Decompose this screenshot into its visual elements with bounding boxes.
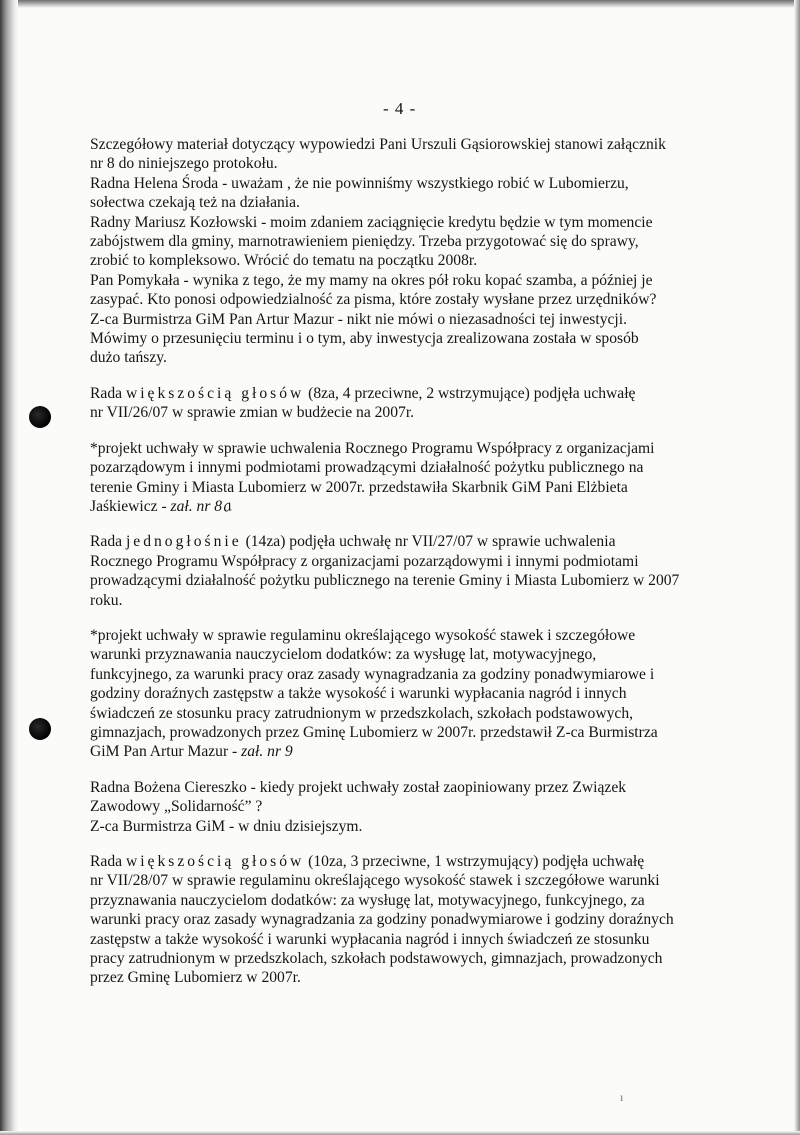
- vote-prefix: Rada: [90, 384, 123, 402]
- handwritten-mark: a: [221, 496, 234, 516]
- attachment-reference: zał. nr 8: [170, 497, 223, 515]
- text-line: [90, 497, 712, 516]
- vote-detail: (14za) podjęła uchwałę nr VII/27/07 w sprawie uchwalenia: [245, 533, 616, 551]
- text-line: pracy zatrudnionym w przedszkolach, szkołach podstawowych, gimnazjach, prowadzonych: [90, 950, 663, 968]
- text-line: Z-ca Burmistrza GiM Pan Artur Mazur - nikt nie mówi o niezasadności tej inwestycji.: [90, 310, 627, 328]
- text-line: funkcyjnego, za warunki pracy oraz zasady wynagradzania za godziny ponadwymiarowe i: [90, 665, 655, 683]
- text-line: nr VII/26/07 w sprawie zmian w budżecie na 2007r.: [90, 404, 415, 422]
- text-line: Pan Pomykała - wynika z tego, że my mamy na okres pół roku kopać szamba, a później je: [90, 271, 653, 289]
- presenter-name: GiM Pan Artur Mazur -: [90, 743, 238, 761]
- text-line: roku.: [90, 591, 123, 609]
- scan-edge-top: [0, 0, 800, 8]
- punch-hole-bottom: [29, 718, 51, 740]
- text-line: zasypać. Kto ponosi odpowiedzialność za pisma, które zostały wysłane przez urzędników?: [90, 291, 657, 309]
- text-line: pozarządowym i innymi podmiotami prowadzącymi działalność pożytku publicznego na: [90, 459, 644, 477]
- vote-result-1: [90, 384, 712, 423]
- vote-detail: (10za, 3 przeciwne, 1 wstrzymujący) podjęła uchwałę: [308, 853, 645, 870]
- vote-spaced-phrase: większością głosów: [125, 853, 305, 870]
- punch-hole-top: [29, 406, 51, 428]
- scan-edge-right: [794, 0, 800, 1135]
- resolution-project-2: [90, 626, 712, 762]
- text-line: świadczeń ze stosunku pracy zatrudnionym w przedszkolach, szkołach podstawowych,: [90, 704, 634, 722]
- vote-prefix: Rada: [90, 533, 123, 551]
- discussion-block: [90, 135, 712, 368]
- question-block: [90, 778, 712, 836]
- document-body: [90, 135, 712, 988]
- vote-prefix: Rada: [90, 853, 123, 870]
- vote-result-3: [90, 852, 712, 988]
- text-line: zastępstw a także wysokość i warunki wypłacania nagród i innych świadczeń ze stosunku: [90, 930, 650, 948]
- resolution-project-1: [90, 439, 712, 517]
- vote-line: [90, 532, 712, 551]
- text-line: Szczegółowy materiał dotyczący wypowiedzi Pani Urszuli Gąsiorowskiej stanowi załącznik: [90, 136, 666, 153]
- presenter-surname: Jaśkiewicz -: [90, 497, 167, 515]
- page-number: - 4 -: [383, 99, 417, 118]
- bottom-mark: ı: [620, 1090, 624, 1104]
- text-line: Radna Bożena Ciereszko - kiedy projekt uchwały został zaopiniowany przez Związek: [90, 778, 627, 796]
- text-line: Radna Helena Środa - uważam , że nie powinniśmy wszystkiego robić w Lubomierzu,: [90, 174, 629, 192]
- text-line: prowadzącymi działalność pożytku publicznego na terenie Gminy i Miasta Lubomierz w 2007: [90, 572, 680, 590]
- text-line: godziny doraźnych zastępstw a także wysokość i warunki wypłacania nagród i innych: [90, 685, 627, 703]
- text-line: zabójstwem dla gminy, marnotrawieniem pieniędzy. Trzeba przygotować się do sprawy,: [90, 233, 639, 251]
- text-line: warunki przyznawania nauczycielom dodatków: za wysługę lat, motywacyjnego,: [90, 646, 597, 664]
- text-line: przyznawania nauczycielom dodatków: za wysługę lat, motywacyjnego, funkcyjnego, za: [90, 891, 645, 909]
- vote-spaced-phrase: jednogłośnie: [125, 533, 242, 551]
- vote-spaced-phrase: większością głosów: [125, 384, 305, 402]
- scan-edge-bottom: [0, 1131, 800, 1135]
- scan-edge-left: [0, 0, 18, 1135]
- text-line: gimnazjach, prowadzonych przez Gminę Lubomierz w 2007r. przedstawił Z-ca Burmistrza: [90, 723, 658, 741]
- text-line: nr VII/28/07 w sprawie regulaminu określającego wysokość stawek i szczegółowe warunki: [90, 872, 660, 890]
- vote-line: [90, 852, 712, 871]
- text-line: *projekt uchwały w sprawie uchwalenia Rocznego Programu Współpracy z organizacjami: [90, 439, 655, 457]
- text-line: przez Gminę Lubomierz w 2007r.: [90, 969, 301, 987]
- text-line: *projekt uchwały w sprawie regulaminu określającego wysokość stawek i szczegółowe: [90, 626, 636, 644]
- text-line: Zawodowy „Solidarność” ?: [90, 798, 263, 816]
- text-line: [90, 742, 712, 761]
- text-line: sołectwa czekają też na działania.: [90, 194, 300, 212]
- vote-detail: (8za, 4 przeciwne, 2 wstrzymujące) podjęła uchwałę: [308, 384, 636, 402]
- text-line: dużo tańszy.: [90, 349, 167, 367]
- text-line: warunki pracy oraz zasady wynagradzania za godziny ponadwymiarowe i godziny doraźnych: [90, 911, 674, 929]
- text-line: Mówimy o przesunięciu terminu i o tym, aby inwestycja zrealizowana została w sposób: [90, 330, 639, 348]
- text-line: Z-ca Burmistrza GiM - w dniu dzisiejszym.: [90, 817, 363, 835]
- text-line: nr 8 do niniejszego protokołu.: [90, 155, 278, 173]
- text-line: Rocznego Programu Współpracy z organizacjami pozarządowymi i innymi podmiotami: [90, 552, 639, 570]
- attachment-reference: zał. nr 9: [241, 743, 293, 761]
- text-line: Radny Mariusz Kozłowski - moim zdaniem zaciągnięcie kredytu będzie w tym momencie: [90, 213, 653, 231]
- vote-result-2: [90, 532, 712, 610]
- text-line: zrobić to kompleksowo. Wrócić do tematu na początku 2008r.: [90, 252, 478, 270]
- vote-line: [90, 384, 712, 403]
- text-line: terenie Gminy i Miasta Lubomierz w 2007r. przedstawiła Skarbnik GiM Pani Elżbieta: [90, 478, 628, 496]
